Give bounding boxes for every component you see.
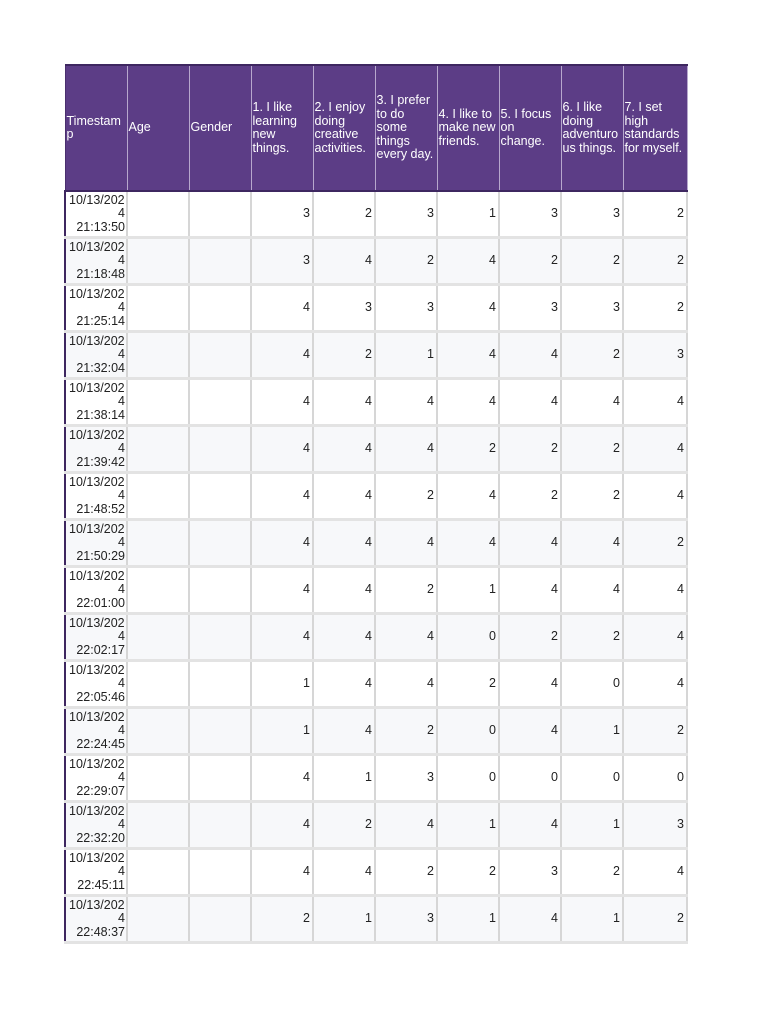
- timestamp-year: 4: [118, 535, 125, 550]
- score-cell-q2[interactable]: 2: [313, 332, 375, 379]
- score-cell-q5[interactable]: 2: [499, 614, 561, 661]
- table-row: [65, 426, 687, 473]
- gender-cell[interactable]: [189, 473, 251, 520]
- timestamp-date: 10/13/202: [69, 756, 125, 771]
- timestamp-date: 10/13/202: [69, 333, 125, 348]
- timestamp-date: 10/13/202: [69, 897, 125, 912]
- score-cell-q3[interactable]: 2: [375, 238, 437, 285]
- score-cell-q2[interactable]: 1: [313, 755, 375, 802]
- timestamp-time: 22:01:00: [76, 595, 125, 610]
- timestamp-cell[interactable]: [65, 896, 127, 943]
- score-cell-q6[interactable]: 2: [561, 426, 623, 473]
- timestamp-date: 10/13/202: [69, 380, 125, 395]
- score-cell-q3[interactable]: 3: [375, 191, 437, 238]
- score-cell-q1[interactable]: 4: [251, 426, 313, 473]
- timestamp-date: 10/13/202: [69, 286, 125, 301]
- score-cell-q6[interactable]: 2: [561, 473, 623, 520]
- score-cell-q3[interactable]: 3: [375, 896, 437, 943]
- gender-cell[interactable]: [189, 191, 251, 238]
- timestamp-date: 10/13/202: [69, 850, 125, 865]
- timestamp-cell[interactable]: [65, 473, 127, 520]
- table-row: [65, 285, 687, 332]
- score-cell-q4[interactable]: 1: [437, 567, 499, 614]
- score-cell-q4[interactable]: 4: [437, 332, 499, 379]
- score-cell-q4[interactable]: 0: [437, 708, 499, 755]
- timestamp-year: 4: [118, 347, 125, 362]
- score-cell-q2[interactable]: 4: [313, 661, 375, 708]
- timestamp-time: 22:45:11: [77, 877, 125, 892]
- score-cell-q7[interactable]: 4: [623, 567, 687, 614]
- score-cell-q1[interactable]: 4: [251, 849, 313, 896]
- timestamp-time: 21:38:14: [76, 407, 125, 422]
- score-cell-q2[interactable]: 4: [313, 708, 375, 755]
- score-cell-q7[interactable]: 2: [623, 520, 687, 567]
- timestamp-time: 22:48:37: [76, 924, 125, 939]
- score-cell-q2[interactable]: 4: [313, 614, 375, 661]
- score-cell-q3[interactable]: 2: [375, 473, 437, 520]
- timestamp-time: 21:50:29: [76, 548, 125, 563]
- timestamp-cell[interactable]: [65, 614, 127, 661]
- gender-cell[interactable]: [189, 379, 251, 426]
- timestamp-time: 21:13:50: [76, 219, 125, 234]
- score-cell-q7[interactable]: 3: [623, 332, 687, 379]
- score-cell-q5[interactable]: 2: [499, 238, 561, 285]
- timestamp-time: 22:24:45: [76, 736, 125, 751]
- gender-cell[interactable]: [189, 708, 251, 755]
- score-cell-q3[interactable]: 3: [375, 285, 437, 332]
- score-cell-q1[interactable]: 1: [251, 661, 313, 708]
- table-row: [65, 238, 687, 285]
- score-cell-q6[interactable]: 1: [561, 708, 623, 755]
- score-cell-q2[interactable]: 1: [313, 896, 375, 943]
- score-cell-q5[interactable]: 4: [499, 567, 561, 614]
- score-cell-q7[interactable]: 4: [623, 849, 687, 896]
- score-cell-q1[interactable]: 2: [251, 896, 313, 943]
- survey-responses-table: [64, 64, 688, 944]
- score-cell-q6[interactable]: 0: [561, 755, 623, 802]
- score-cell-q1[interactable]: 3: [251, 238, 313, 285]
- timestamp-cell[interactable]: [65, 520, 127, 567]
- age-cell[interactable]: [127, 708, 189, 755]
- timestamp-date: 10/13/202: [69, 474, 125, 489]
- timestamp-year: 4: [118, 206, 125, 221]
- header-q2[interactable]: 2. I enjoy doing creative activities.: [313, 65, 375, 191]
- timestamp-cell[interactable]: [65, 238, 127, 285]
- score-cell-q2[interactable]: 4: [313, 849, 375, 896]
- score-cell-q5[interactable]: 4: [499, 520, 561, 567]
- score-cell-q1[interactable]: 4: [251, 332, 313, 379]
- score-cell-q4[interactable]: 2: [437, 426, 499, 473]
- score-cell-q5[interactable]: 4: [499, 896, 561, 943]
- gender-cell[interactable]: [189, 520, 251, 567]
- timestamp-cell[interactable]: [65, 379, 127, 426]
- table-row: [65, 708, 687, 755]
- score-cell-q3[interactable]: 3: [375, 755, 437, 802]
- timestamp-year: 4: [118, 488, 125, 503]
- timestamp-date: 10/13/202: [69, 615, 125, 630]
- score-cell-q7[interactable]: 2: [623, 191, 687, 238]
- gender-cell[interactable]: [189, 661, 251, 708]
- score-cell-q7[interactable]: 2: [623, 285, 687, 332]
- score-cell-q6[interactable]: 2: [561, 614, 623, 661]
- score-cell-q5[interactable]: 4: [499, 661, 561, 708]
- table-row: [65, 896, 687, 943]
- score-cell-q1[interactable]: 1: [251, 708, 313, 755]
- timestamp-time: 21:25:14: [76, 313, 125, 328]
- score-cell-q7[interactable]: 2: [623, 238, 687, 285]
- score-cell-q6[interactable]: 1: [561, 802, 623, 849]
- age-cell[interactable]: [127, 473, 189, 520]
- score-cell-q7[interactable]: 4: [623, 614, 687, 661]
- score-cell-q4[interactable]: 4: [437, 379, 499, 426]
- age-cell[interactable]: [127, 379, 189, 426]
- table-row: [65, 520, 687, 567]
- timestamp-date: 10/13/202: [69, 568, 125, 583]
- timestamp-date: 10/13/202: [69, 192, 125, 207]
- timestamp-cell[interactable]: [65, 755, 127, 802]
- timestamp-cell[interactable]: [65, 332, 127, 379]
- score-cell-q7[interactable]: 2: [623, 896, 687, 943]
- score-cell-q5[interactable]: 4: [499, 332, 561, 379]
- score-cell-q2[interactable]: 4: [313, 473, 375, 520]
- timestamp-date: 10/13/202: [69, 709, 125, 724]
- score-cell-q4[interactable]: 2: [437, 849, 499, 896]
- timestamp-date: 10/13/202: [69, 239, 125, 254]
- timestamp-cell[interactable]: [65, 285, 127, 332]
- score-cell-q6[interactable]: 3: [561, 191, 623, 238]
- table-row: [65, 755, 687, 802]
- timestamp-cell[interactable]: [65, 426, 127, 473]
- score-cell-q1[interactable]: 4: [251, 802, 313, 849]
- score-cell-q4[interactable]: 0: [437, 755, 499, 802]
- timestamp-cell[interactable]: [65, 661, 127, 708]
- timestamp-time: 21:39:42: [76, 454, 125, 469]
- score-cell-q7[interactable]: 4: [623, 426, 687, 473]
- age-cell[interactable]: [127, 896, 189, 943]
- score-cell-q2[interactable]: 2: [313, 191, 375, 238]
- age-cell[interactable]: [127, 191, 189, 238]
- gender-cell[interactable]: [189, 238, 251, 285]
- timestamp-cell[interactable]: [65, 708, 127, 755]
- score-cell-q3[interactable]: 2: [375, 567, 437, 614]
- score-cell-q1[interactable]: 4: [251, 379, 313, 426]
- score-cell-q1[interactable]: 4: [251, 567, 313, 614]
- score-cell-q4[interactable]: 4: [437, 285, 499, 332]
- timestamp-year: 4: [118, 253, 125, 268]
- header-q1[interactable]: 1. I like learning new things.: [251, 65, 313, 191]
- gender-cell[interactable]: [189, 614, 251, 661]
- score-cell-q2[interactable]: 2: [313, 802, 375, 849]
- header-q4[interactable]: 4. I like to make new friends.: [437, 65, 499, 191]
- score-cell-q2[interactable]: 4: [313, 567, 375, 614]
- score-cell-q3[interactable]: 4: [375, 426, 437, 473]
- score-cell-q3[interactable]: 4: [375, 520, 437, 567]
- header-timestamp[interactable]: Timestamp: [65, 65, 127, 191]
- age-cell[interactable]: [127, 755, 189, 802]
- table-row: [65, 191, 687, 238]
- age-cell[interactable]: [127, 567, 189, 614]
- timestamp-year: 4: [118, 676, 125, 691]
- table-row: [65, 567, 687, 614]
- score-cell-q4[interactable]: 1: [437, 896, 499, 943]
- timestamp-year: 4: [118, 629, 125, 644]
- score-cell-q5[interactable]: 0: [499, 755, 561, 802]
- gender-cell[interactable]: [189, 567, 251, 614]
- timestamp-cell[interactable]: [65, 567, 127, 614]
- survey-sheet: [64, 64, 688, 944]
- score-cell-q7[interactable]: 4: [623, 473, 687, 520]
- score-cell-q4[interactable]: 4: [437, 473, 499, 520]
- score-cell-q5[interactable]: 4: [499, 379, 561, 426]
- age-cell[interactable]: [127, 661, 189, 708]
- table-row: [65, 332, 687, 379]
- score-cell-q5[interactable]: 2: [499, 473, 561, 520]
- score-cell-q6[interactable]: 4: [561, 379, 623, 426]
- score-cell-q6[interactable]: 3: [561, 285, 623, 332]
- score-cell-q7[interactable]: 4: [623, 379, 687, 426]
- age-cell[interactable]: [127, 238, 189, 285]
- table-row: [65, 661, 687, 708]
- age-cell[interactable]: [127, 614, 189, 661]
- timestamp-time: 22:32:20: [76, 830, 125, 845]
- timestamp-time: 22:05:46: [76, 689, 125, 704]
- gender-cell[interactable]: [189, 849, 251, 896]
- header-row: [65, 65, 687, 191]
- score-cell-q1[interactable]: 3: [251, 191, 313, 238]
- score-cell-q2[interactable]: 4: [313, 238, 375, 285]
- score-cell-q2[interactable]: 3: [313, 285, 375, 332]
- header-q3[interactable]: 3. I prefer to do some things every day.: [375, 65, 437, 191]
- timestamp-year: 4: [118, 911, 125, 926]
- age-cell[interactable]: [127, 332, 189, 379]
- header-gender[interactable]: Gender: [189, 65, 251, 191]
- table-row: [65, 802, 687, 849]
- score-cell-q3[interactable]: 2: [375, 849, 437, 896]
- score-cell-q4[interactable]: 2: [437, 661, 499, 708]
- gender-cell[interactable]: [189, 755, 251, 802]
- timestamp-year: 4: [118, 723, 125, 738]
- table-row: [65, 473, 687, 520]
- score-cell-q7[interactable]: 3: [623, 802, 687, 849]
- score-cell-q6[interactable]: 4: [561, 567, 623, 614]
- timestamp-date: 10/13/202: [69, 521, 125, 536]
- table-header: [65, 65, 687, 191]
- age-cell[interactable]: [127, 520, 189, 567]
- timestamp-year: 4: [118, 770, 125, 785]
- score-cell-q5[interactable]: 4: [499, 802, 561, 849]
- timestamp-cell[interactable]: [65, 802, 127, 849]
- score-cell-q3[interactable]: 4: [375, 614, 437, 661]
- header-q7[interactable]: 7. I set high standards for myself.: [623, 65, 687, 191]
- score-cell-q5[interactable]: 3: [499, 285, 561, 332]
- timestamp-time: 21:32:04: [76, 360, 125, 375]
- timestamp-cell[interactable]: [65, 849, 127, 896]
- timestamp-date: 10/13/202: [69, 803, 125, 818]
- age-cell[interactable]: [127, 849, 189, 896]
- age-cell[interactable]: [127, 802, 189, 849]
- score-cell-q6[interactable]: 2: [561, 849, 623, 896]
- score-cell-q7[interactable]: 2: [623, 708, 687, 755]
- timestamp-cell[interactable]: [65, 191, 127, 238]
- gender-cell[interactable]: [189, 896, 251, 943]
- gender-cell[interactable]: [189, 426, 251, 473]
- gender-cell[interactable]: [189, 285, 251, 332]
- header-q6[interactable]: 6. I like doing adventurous things.: [561, 65, 623, 191]
- timestamp-year: 4: [118, 817, 125, 832]
- score-cell-q2[interactable]: 4: [313, 520, 375, 567]
- score-cell-q1[interactable]: 4: [251, 285, 313, 332]
- timestamp-year: 4: [118, 864, 125, 879]
- score-cell-q5[interactable]: 2: [499, 426, 561, 473]
- score-cell-q7[interactable]: 0: [623, 755, 687, 802]
- timestamp-time: 21:18:48: [76, 266, 125, 281]
- score-cell-q3[interactable]: 4: [375, 661, 437, 708]
- table-row: [65, 614, 687, 661]
- score-cell-q4[interactable]: 1: [437, 802, 499, 849]
- score-cell-q1[interactable]: 4: [251, 614, 313, 661]
- age-cell[interactable]: [127, 426, 189, 473]
- score-cell-q4[interactable]: 0: [437, 614, 499, 661]
- score-cell-q3[interactable]: 1: [375, 332, 437, 379]
- score-cell-q2[interactable]: 4: [313, 379, 375, 426]
- timestamp-year: 4: [118, 582, 125, 597]
- score-cell-q6[interactable]: 0: [561, 661, 623, 708]
- score-cell-q1[interactable]: 4: [251, 755, 313, 802]
- timestamp-year: 4: [118, 300, 125, 315]
- gender-cell[interactable]: [189, 802, 251, 849]
- score-cell-q6[interactable]: 4: [561, 520, 623, 567]
- timestamp-year: 4: [118, 394, 125, 409]
- table-row: [65, 849, 687, 896]
- score-cell-q5[interactable]: 4: [499, 708, 561, 755]
- table-body: [65, 191, 687, 943]
- score-cell-q3[interactable]: 4: [375, 379, 437, 426]
- header-q5[interactable]: 5. I focus on change.: [499, 65, 561, 191]
- age-cell[interactable]: [127, 285, 189, 332]
- header-age[interactable]: Age: [127, 65, 189, 191]
- score-cell-q1[interactable]: 4: [251, 520, 313, 567]
- table-row: [65, 379, 687, 426]
- score-cell-q6[interactable]: 2: [561, 332, 623, 379]
- score-cell-q2[interactable]: 4: [313, 426, 375, 473]
- gender-cell[interactable]: [189, 332, 251, 379]
- timestamp-date: 10/13/202: [69, 427, 125, 442]
- score-cell-q4[interactable]: 4: [437, 520, 499, 567]
- timestamp-time: 22:02:17: [76, 642, 125, 657]
- score-cell-q6[interactable]: 2: [561, 238, 623, 285]
- score-cell-q5[interactable]: 3: [499, 849, 561, 896]
- score-cell-q3[interactable]: 2: [375, 708, 437, 755]
- score-cell-q3[interactable]: 4: [375, 802, 437, 849]
- score-cell-q5[interactable]: 3: [499, 191, 561, 238]
- timestamp-time: 22:29:07: [76, 783, 125, 798]
- score-cell-q6[interactable]: 1: [561, 896, 623, 943]
- timestamp-year: 4: [118, 441, 125, 456]
- score-cell-q4[interactable]: 1: [437, 191, 499, 238]
- score-cell-q7[interactable]: 4: [623, 661, 687, 708]
- timestamp-date: 10/13/202: [69, 662, 125, 677]
- score-cell-q4[interactable]: 4: [437, 238, 499, 285]
- timestamp-time: 21:48:52: [76, 501, 125, 516]
- score-cell-q1[interactable]: 4: [251, 473, 313, 520]
